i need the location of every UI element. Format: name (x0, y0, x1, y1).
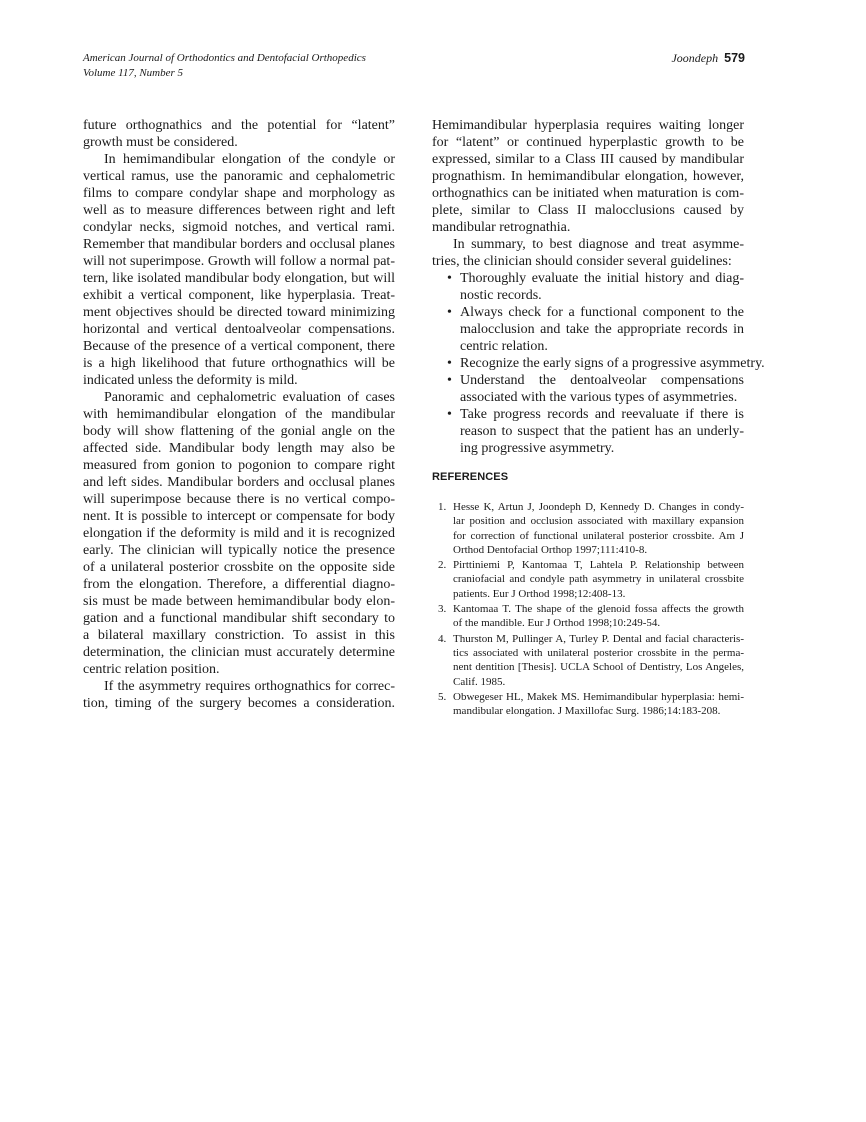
reference-number: 3. (438, 603, 447, 616)
right-column (432, 117, 765, 719)
text-line: expressed, similar to a Class III caused by mandibular (432, 152, 744, 167)
text-line: a bilateral maxillary constriction. To assist in this (83, 628, 395, 643)
paragraph (432, 236, 744, 270)
bullet-item (432, 304, 744, 355)
reference-item (432, 690, 744, 719)
text-line: Thoroughly evaluate the initial history and diag- (460, 271, 744, 286)
text-line: Hemimandibular hyperplasia requires waiting longer (432, 118, 744, 133)
bullet-icon: • (447, 407, 452, 422)
bullet-icon: • (447, 373, 452, 388)
reference-item (432, 632, 744, 689)
text-line: for correction of functional unilateral posterior crossbite. Am J (453, 529, 744, 542)
text-line: Obwegeser HL, Makek MS. Hemimandibular hyperplasia: hemi- (453, 690, 744, 703)
text-line: of a unilateral posterior crossbite on the opposite side (83, 560, 395, 575)
text-line: Orthod Dentofacial Orthop 1997;111:410-8. (453, 543, 648, 556)
text-line: Take progress records and reevaluate if there is (460, 407, 744, 422)
text-line: tern, like isolated mandibular body elongation, but will (83, 271, 395, 286)
references-heading: REFERENCES (432, 471, 509, 483)
text-line: Thurston M, Pullinger A, Turley P. Dental and facial characteris- (453, 632, 744, 645)
bullet-item (432, 372, 744, 406)
author-name: Joondeph (671, 51, 719, 65)
text-line: If the asymmetry requires orthognathics for correc- (104, 679, 395, 694)
text-line: horizontal and vertical dentoalveolar compensations. (83, 322, 395, 337)
page-number: 579 (724, 51, 745, 65)
paragraph (83, 151, 395, 389)
text-line: associated with the various types of asymmetries. (460, 390, 738, 405)
bullet-item (432, 355, 765, 372)
text-line: of the mandible. Eur J Orthod 1998;10:249-54. (453, 617, 661, 630)
text-line: exhibit a vertical component, like hyperplasia. Treat- (83, 288, 395, 303)
text-line: nent dentition [Thesis]. UCLA School of Dentistry, Los Angeles, (453, 661, 744, 674)
text-line: sis must be made between hemimandibular body elon- (83, 594, 395, 609)
text-line: centric relation position. (83, 662, 220, 677)
text-line: early. The clinician will typically notice the presence (83, 543, 395, 558)
text-line: craniofacial and condyle path asymmetry in unilateral crossbite (453, 573, 744, 586)
text-line: patients. Eur J Orthod 1998;12:408-13. (453, 587, 626, 600)
reference-item (432, 500, 744, 557)
reference-number: 2. (438, 559, 447, 572)
reference-item (432, 558, 744, 601)
reference-number: 1. (438, 501, 447, 513)
text-line: indicated unless the deformity is mild. (83, 373, 298, 388)
reference-number: 4. (438, 632, 447, 645)
text-line: Pirttiniemi P, Kantomaa T, Lahtela P. Relationship between (453, 559, 744, 572)
text-line: ment objectives should be directed toward minimizing (83, 305, 395, 320)
text-line: Always check for a functional component to the (460, 305, 744, 320)
text-line: Remember that mandibular borders and occlusal planes (83, 237, 395, 252)
text-line: tries, the clinician should consider several guidelines: (432, 254, 732, 269)
text-line: mandibular retrognathia. (432, 220, 571, 235)
text-line: affected side. Mandibular body length may also be (83, 441, 395, 456)
text-line: In hemimandibular elongation of the condyle or (104, 152, 395, 167)
running-header (83, 51, 366, 81)
right-paragraphs (432, 117, 744, 270)
text-line: Hesse K, Artun J, Joondeph D, Kennedy D. Changes in condy- (453, 501, 744, 513)
page-header-right (671, 51, 745, 66)
text-line: determination, the clinician must accurately determine (83, 645, 395, 660)
bullet-item (432, 406, 744, 457)
text-line: growth must be considered. (83, 135, 238, 150)
text-line: will superimpose because there is no vertical compo- (83, 492, 395, 507)
text-line: reason to suspect that the patient has an underly- (460, 424, 744, 439)
reference-number: 5. (438, 690, 447, 703)
text-line: Understand the dentoalveolar compensations (460, 373, 744, 388)
bullet-icon: • (447, 271, 452, 286)
text-line: body will show flattening of the gonial angle on the (83, 424, 395, 439)
text-line: tics associated with unilateral posterior crossbite in the perma- (453, 646, 744, 659)
text-line: tion, timing of the surgery becomes a consideration. (83, 696, 395, 711)
bullet-item (432, 270, 744, 304)
text-line: nent. It is possible to intercept or compensate for body (83, 509, 395, 524)
reference-item (432, 602, 744, 631)
paragraph (83, 389, 395, 678)
text-line: malocclusion and take the appropriate records in (460, 322, 744, 337)
text-line: Panoramic and cephalometric evaluation of cases (104, 390, 395, 405)
text-line: measured from gonion to pogonion to compare right (83, 458, 395, 473)
text-line: prognathism. In hemimandibular elongation, however, (432, 169, 744, 184)
text-line: is a high likelihood that future orthognathics will be (83, 356, 395, 371)
text-line: centric relation. (460, 339, 548, 354)
text-line: Calif. 1985. (453, 675, 506, 688)
text-line: ing progressive asymmetry. (460, 441, 615, 456)
journal-title: American Journal of Orthodontics and Dentofacial Orthopedics (83, 52, 366, 64)
text-line: future orthognathics and the potential for “latent” (83, 118, 395, 133)
text-line: Recognize the early signs of a progressive asymmetry. (460, 356, 765, 371)
text-line: for “latent” or continued hyperplastic growth to be (432, 135, 744, 150)
text-line: plete, similar to Class II malocclusions caused by (432, 203, 744, 218)
text-line: gation and a functional mandibular shift secondary to (83, 611, 395, 626)
text-line: with hemimandibular elongation of the mandibular (83, 407, 395, 422)
text-line: Kantomaa T. The shape of the glenoid fossa affects the growth (453, 603, 744, 616)
text-line: nostic records. (460, 288, 542, 303)
journal-volume: Volume 117, Number 5 (83, 67, 184, 79)
text-line: lar position and occlusion associated with maxillary expansion (453, 515, 744, 528)
text-line: condylar necks, sigmoid notches, and vertical rami. (83, 220, 395, 235)
text-line: films to compare condylar shape and morphology as (83, 186, 395, 201)
text-line: elongation if the deformity is mild and it is recognized (83, 526, 395, 541)
references-list (432, 500, 744, 718)
text-line: orthognathics can be initiated when maturation is com- (432, 186, 744, 201)
text-line: vertical ramus, use the panoramic and cephalometric (83, 169, 395, 184)
text-line: well as to measure differences between right and left (83, 203, 395, 218)
text-line: In summary, to best diagnose and treat asymme- (453, 237, 744, 252)
bullet-icon: • (447, 305, 452, 320)
text-line: from the elongation. Therefore, a differential diagno- (83, 577, 395, 592)
paragraph (432, 117, 744, 236)
paragraph (83, 117, 395, 151)
text-line: Because of the presence of a vertical component, there (83, 339, 395, 354)
text-line: and left sides. Mandibular borders and occlusal planes (83, 475, 395, 490)
left-column (83, 117, 395, 712)
bullet-icon: • (447, 356, 452, 371)
text-line: mandibular elongation. J Maxillofac Surg. 1986;14:183-208. (453, 705, 721, 718)
text-line: will not superimpose. Growth will follow a normal pat- (83, 254, 395, 269)
paragraph (83, 678, 395, 712)
guidelines-list (432, 270, 765, 457)
